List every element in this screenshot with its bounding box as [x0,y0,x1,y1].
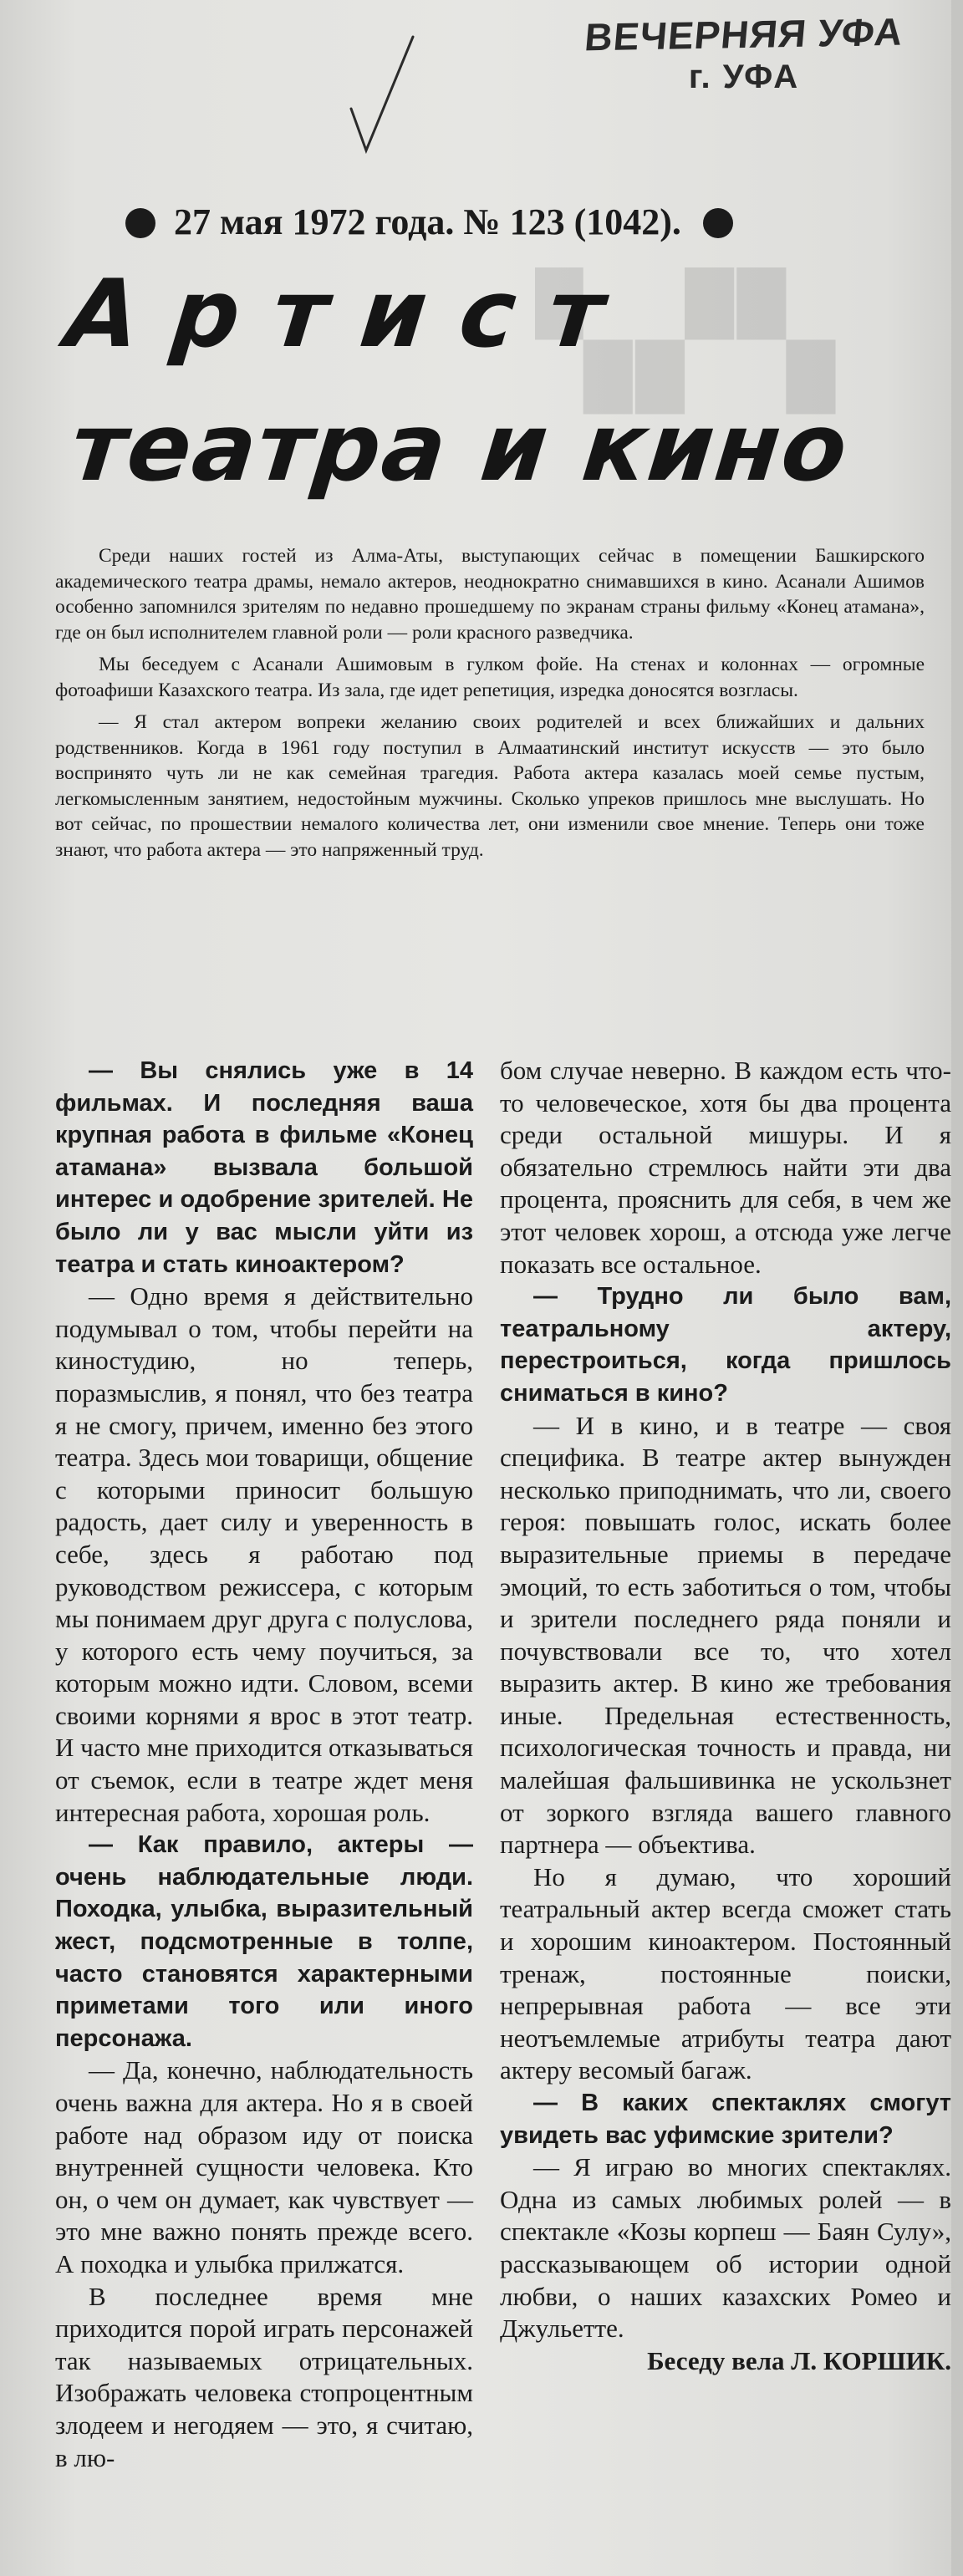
article-column-right [500,1055,951,2377]
interview-question: — Вы снялись уже в 14 фильмах. И последняя ваша крупная работа в фильме «Конец атамана» вызвала большой интерес и одобрение зрителей. Не было ли у вас мысли уйти из театра и стать киноактером? [55,1057,473,1278]
author-signature: Беседу вела Л. КОРШИК. [647,2345,951,2375]
interview-answer: — Я играю во многих спектаклях. Одна из самых любимых ролей — в спектакле «Козы корпеш — Баян Сулу», рассказывающем об истории одной любви, о наших казахских Ромео и Джульетте. [500,2152,951,2344]
handwritten-check-icon [348,33,415,159]
bleed-through-texture: ▚▞▚ [535,267,840,413]
article-column-left [55,1055,473,2474]
intro-paragraph: — Я стал актером вопреки желанию своих родителей и всех ближайших и дальних родственников. Когда в 1961 году поступил в Алмаатинский институт искусств — это было воспринято чуть ли не как семейная трагедия. Работа актера казалась моей семье пустым, легкомысленным занятием, недостойным мужчины. Сколько упреков пришлось мне выслушать. Но вот сейчас, по прошествии немалого количества лет, они изменили свое мнение. Теперь они тоже знают, что работа актера — это напряженный труд. [55,711,925,861]
headline [61,260,854,502]
clipping-edge [951,0,963,2576]
interview-answer: — Да, конечно, наблюдательность очень важна для актера. Но я в своей работе над образом иду от поиска внутренней сущности человека. Кто он, о чем он думает, как чувствует — это мне важно понять прежде всего. А походка и улыбка прилжатся. [55,2055,473,2278]
interview-question: — Трудно ли было вам, театральному актеру, перестроиться, когда пришлось сниматься в кино? [500,1283,951,1407]
interview-question: — В каких спектаклях смогут увидеть вас уфимские зрители? [500,2090,951,2149]
dateline [125,201,961,243]
interview-answer: бом случае неверно. В каждом есть что-то человеческое, хотя бы два процента среди остальной мишуры. И я обязательно стремлюсь найти эти два процента, прояснить для себя, в чем же этот человек хорош, а отсюда уже легче показать все остальное. [500,1056,951,1279]
bullet-icon [125,208,155,238]
headline-line-2: театра и кино [66,394,854,502]
newspaper-stamp [583,9,905,96]
interview-answer: В последнее время мне приходится порой играть персонажей так называемых отрицательных. Изображать человека стопроцентным злодеем и негодяем — это, я считаю, в лю- [55,2281,473,2472]
interview-answer: Но я думаю, что хороший театральный актер всегда сможет стать и хорошим киноактером. Постоянный тренаж, постоянные поиски, непрерывная работа — все эти неотъемлемые атрибуты театра дают актеру весомый багаж. [500,1861,951,2085]
intro-paragraph: Мы беседуем с Асанали Ашимовым в гулком фойе. На стенах и колоннах — огромные фотоафиши Казахского театра. Из зала, где идет репетиция, изредка доносятся возгласы. [55,654,925,701]
dateline-text: 27 мая 1972 года. № 123 (1042). [174,201,681,242]
bullet-icon [703,208,733,238]
interview-question: — Как правило, актеры — очень наблюдательные люди. Походка, улыбка, выразительный жест, подсмотренные в толпе, часто становятся характерными приметами того или иного персонажа. [55,1831,473,2052]
interview-answer: — Одно время я действительно подумывал о том, чтобы перейти на киностудию, но теперь, поразмыслив, я понял, что без театра я не смогу, причем, именно без этого театра. Здесь мои товарищи, общение с которыми приносит большую радость, дает силу и уверенность в себе, здесь я работаю под руководством режиссера, с которым мы понимаем друг друга с полуслова, у которого есть чему поучиться, за которым можно идти. Словом, всеми своими корнями я врос в этот театр. И часто мне приходится отказываться от съемок, если в театре ждет меня интересная работа, хорошая роль. [55,1281,474,1827]
headline-line-1: Артист [61,260,643,369]
article-intro [55,543,925,869]
stamp-newspaper-name: ВЕЧЕРНЯЯ УФА [583,9,905,59]
interview-answer: — И в кино, и в театре — своя специфика. В театре актер вынужден несколько приподнимать, что ли, своего героя: повышать голос, искать более выразительные приемы в передаче эмоций, то есть заботиться о том, чтобы и зрители последнего ряда поняли и почувствовали все то, что хотел выразить актер. В кино же требования иные. Предельная естественность, психологическая точность и правда, ни малейшая фальшивинка не ускользнет от зоркого взгляда вашего главного партнера — объектива. [500,1410,951,1860]
stamp-city: г. УФА [688,59,800,95]
intro-paragraph: Среди наших гостей из Алма-Аты, выступающих сейчас в помещении Башкирского академического театра драмы, немало актеров, неоднократно снимавшихся в кино. Асанали Ашимов особенно запомнился зрителям по недавно прошедшему по экранам страны фильму «Конец атамана», где он был исполнителем главной роли — роли красного разведчика. [55,545,925,644]
